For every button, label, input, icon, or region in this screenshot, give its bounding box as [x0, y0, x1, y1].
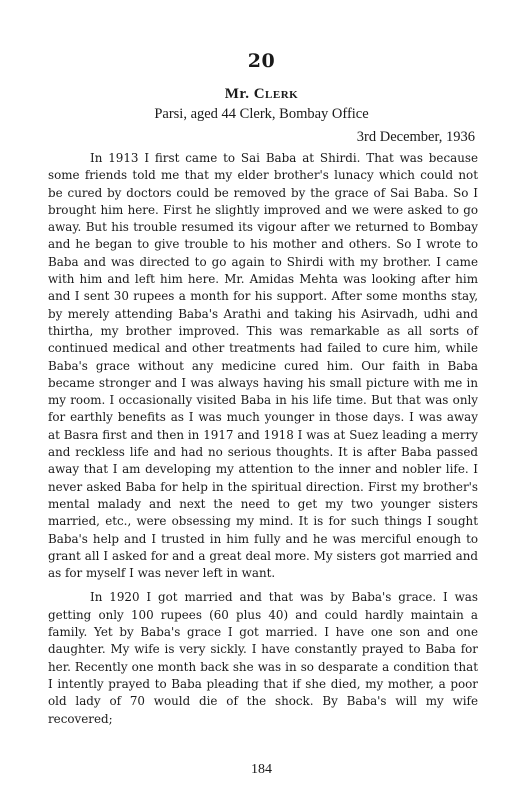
paragraph: In 1920 I got married and that was by Baba's grace. I was getting only 100 rupees (60 plus 40) and could hardly maintain a family. Yet by Baba's grace I got married. I have one son and one daughter. My wife is very sickly. I have constantly prayed to Baba for her. Recently one month back she was in so desparate a condition that I intently prayed to Baba pleading that if she died, my mother, a poor old lady of 70 would die of the shock. By Baba's will my wife recovered;: [48, 590, 478, 726]
chapter-title-name: Clerk: [253, 86, 299, 102]
chapter-number: 20: [247, 50, 276, 72]
chapter-title-prefix: Mr.: [224, 86, 250, 102]
body-text: [48, 150, 478, 728]
page-number: 184: [251, 762, 272, 777]
interview-date: 3rd December, 1936: [356, 129, 475, 145]
chapter-subtitle: Parsi, aged 44 Clerk, Bombay Office: [154, 106, 369, 122]
paragraph: In 1913 I first came to Sai Baba at Shirdi. That was because some friends told me that my elder brother's lunacy which could not be cured by doctors could be removed by the grace of Sai Baba. So I brought him here. First he slightly improved and we were asked to go away. But his trouble resumed its vigour after we returned to Bombay and he began to give trouble to his mother and others. So I wrote to Baba and was directed to go again to Shirdi with my brother. I came with him and left him here. Mr. Amidas Mehta was looking after him and I sent 30 rupees a month for his support. After some months stay, by merely attending Baba's Arathi and taking his Asirvadh, udhi and thirtha, my brother improved. This was remarkable as all sorts of continued medical and other treatments had failed to cure him, while Baba's grace without any medicine cured him. Our faith in Baba became stronger and I was always having his small picture with me in my room. I occasionally visited Baba in his life time. But that was only for earthly benefits as I was much younger in those days. I was away at Basra first and then in 1917 and 1918 I was at Suez leading a merry and reckless life and had no serious thoughts. It is after Baba passed away that I am developing my attention to the inner and nobler life. I never asked Baba for help in the spiritual direction. First my brother's mental malady and next the need to get my two younger sisters married, etc., were obsessing my mind. It is for such things I sought Baba's help and I trusted in him fully and he was merciful enough to grant all I asked for and a great deal more. My sisters got married and as for myself I was never left in want.: [48, 151, 478, 581]
chapter-title: [0, 86, 523, 103]
